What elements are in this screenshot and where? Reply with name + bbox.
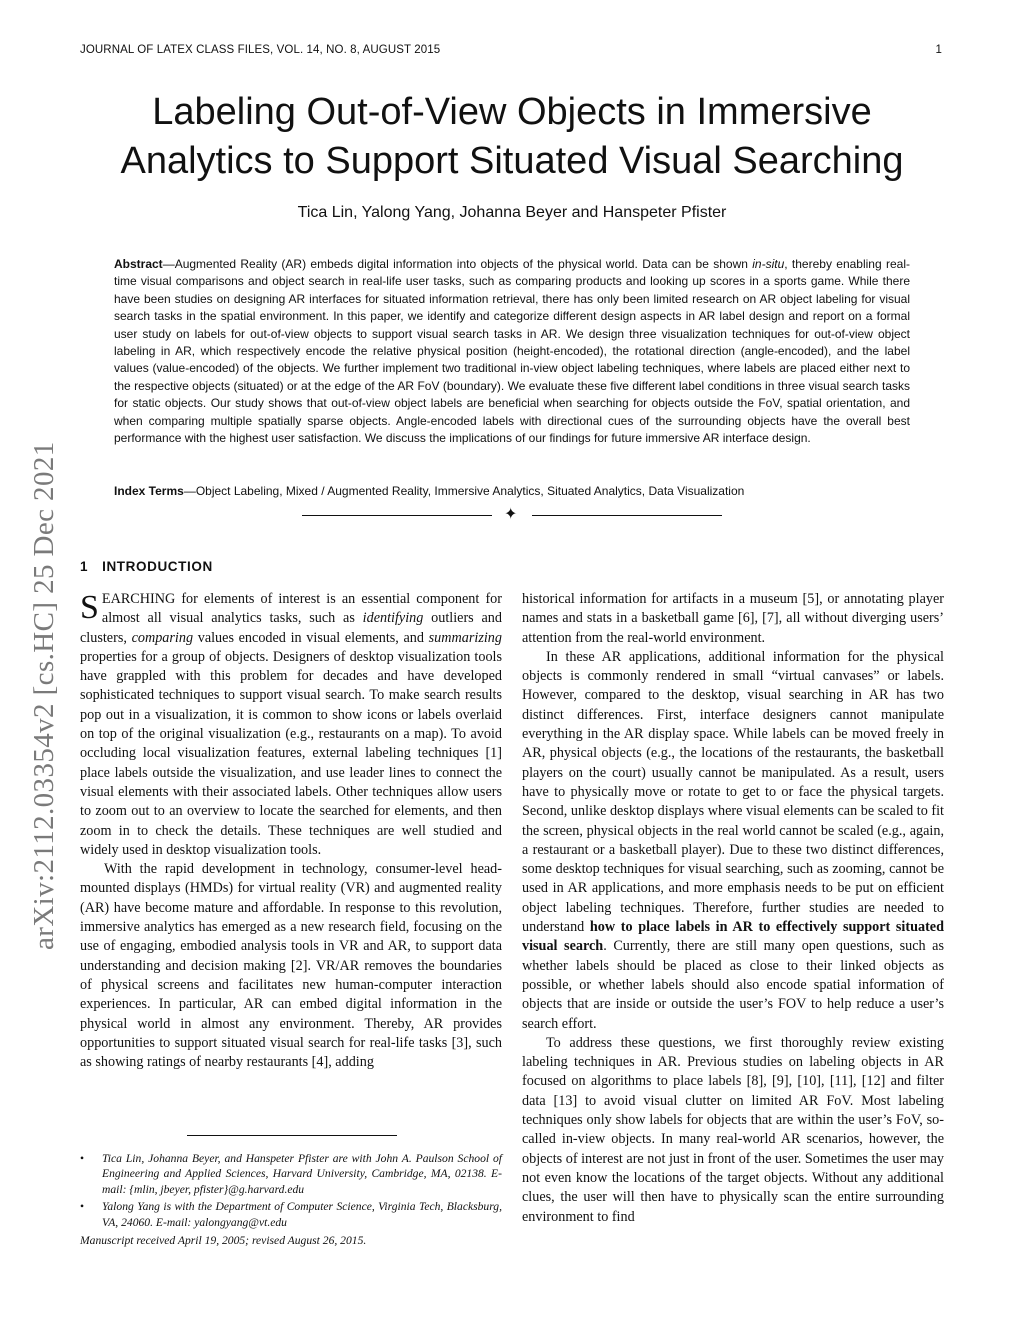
- title-line-2: Analytics to Support Situated Visual Searching: [120, 140, 904, 182]
- abstract-text-1: —Augmented Reality (AR) embeds digital information into objects of the physical world. Data can be shown: [162, 257, 753, 271]
- arxiv-stamp: arXiv:2112.03354v2 [cs.HC] 25 Dec 2021: [28, 441, 60, 950]
- intro-p1-text-d: properties for a group of objects. Designers of desktop visualization tools have grappled with this problem for decades and have developed sophisticated techniques to support visual search. To make search results pop out in a visualization, it is common to show icons or labels overlaid on top of the original visualization (e.g., restaurants on a map). To avoid occluding local visualization features, external labeling techniques [1] place labels outside the visualization, and use leader lines to connect the visual elements with their associated labels. Other techniques allow users to zoom out to an overview to locate the searched for elements, and then zoom in to check the details. These techniques are well studied and widely used in desktop visualization tools.: [80, 648, 502, 858]
- intro-p4-text-b: . Currently, there are still many open questions, such as whether labels should be placed as close to their linked objects as possible, or whether labels should also encode spatial information of objects that are inside or outside the user’s FOV to help reduce a user’s search effort.: [522, 938, 944, 1032]
- section-separator: [302, 506, 722, 526]
- footnote-text: Yalong Yang is with the Department of Computer Science, Virginia Tech, Blacksburg, VA, 24060. E-mail: yalongyang@vt.edu: [102, 1200, 502, 1229]
- intro-paragraph-4: [522, 648, 944, 1034]
- intro-paragraph-2: With the rapid development in technology, consumer-level head-mounted displays (HMDs) for virtual reality (VR) and augmented reality (AR) have become mature and affordable. In response to this revolution, immersive analytics has emerged as a new research field, focusing on the use of engaging, embodied analysis tools in VR and AR, to support data understanding and decision making [2]. VR/AR removes the boundaries of physical screens and facilitates new human-computer interaction experiences. In particular, AR can embed digital information in the physical world in almost any environment. Thereby, AR provides opportunities to support situated visual search for real-life tasks [3], such as showing ratings of nearby restaurants [4], adding: [80, 861, 502, 1071]
- intro-paragraph-1: [80, 590, 502, 860]
- author-list: Tica Lin, Yalong Yang, Johanna Beyer and Hanspeter Pfister: [297, 204, 727, 221]
- section-title: INTRODUCTION: [102, 559, 213, 574]
- index-terms: [114, 483, 910, 499]
- abstract: [114, 256, 910, 447]
- intro-p4-bold: how to place labels in AR to effectively support situated visual search: [522, 919, 944, 955]
- abstract-label: Abstract: [114, 257, 163, 271]
- abstract-text-2: , thereby enabling real-time visual comparisons and object search in real-life user tasks, such as comparing products and looking up scores in a sports game. While there have been studies on designing AR interfaces for situated information retrieval, there has only been limited research on AR object labeling for visual search tasks in the spatial environment. In this paper, we identify and categorize different design aspects in AR label design and report on a formal user study on labels for out-of-view objects to support visual search tasks in AR. We design three visualization techniques for out-of-view object labeling in AR, which respectively encode the relative physical position (height-encoded), the rotational direction (angle-encoded), and the label values (value-encoded) of the objects. We further implement two traditional in-view object labeling techniques, where labels are placed either next to the respective objects (situated) or at the edge of the AR FoV (boundary). We evaluate these five different label conditions in three visual search tasks for static objects. Our study shows that out-of-view object labels are beneficial when searching for objects outside the FoV, spatial orientation, and when comparing multiple spatially sparse objects. Angle-encoded labels with directional cues of the surrounding objects have the overall best performance with the highest user satisfaction. We discuss the implications of our findings for future immersive AR interface design.: [114, 257, 910, 446]
- intro-p1-text-a: for elements of interest is an essential component for almost all visual analytics tasks, such as: [101, 591, 502, 627]
- bullet-icon: •: [80, 1152, 85, 1165]
- page-number: 1: [935, 44, 942, 56]
- intro-paragraph-5: To address these questions, we first thoroughly review existing labeling techniques in AR. Previous studies on labeling objects in AR focused on algorithms to place labels [8], [9], [10], [11], [12] and filter data [13] to avoid visual clutter on limited AR FoV. Most labeling techniques only show labels for objects that are within the user’s FoV, so-called in-view objects. In many real-world AR scenarios, however, the objects of interest are not just in front of the user. Sometimes the user may not even know the locations of the target objects. Without any additional clues, the user will then have to physically scan the entire surrounding environment to find: [522, 1034, 944, 1225]
- index-terms-text: —Object Labeling, Mixed / Augmented Reality, Immersive Analytics, Situated Analytics, Data Visualization: [183, 484, 745, 498]
- title-line-1: Labeling Out-of-View Objects in Immersive: [152, 91, 872, 133]
- footnote-item: [80, 1199, 502, 1230]
- running-header: [80, 44, 944, 60]
- footnote-item: [80, 1151, 502, 1197]
- paper-title: [60, 88, 964, 186]
- separator-line-left: [302, 515, 492, 516]
- right-column: [522, 590, 944, 1227]
- drop-cap: S: [80, 589, 99, 626]
- intro-p1-emphasis-3: summarizing: [428, 629, 502, 646]
- bullet-icon: •: [80, 1200, 85, 1214]
- abstract-emphasis: in-situ: [752, 257, 785, 271]
- drop-cap-smallcaps: EARCHING: [101, 591, 176, 607]
- intro-paragraph-3: historical information for artifacts in a museum [5], or annotating player names and stats in a basketball game [6], [7], all without diverging users’ attention from the real-world environment.: [522, 591, 944, 646]
- separator-line-right: [532, 515, 722, 516]
- manuscript-note: Manuscript received April 19, 2005; revised August 26, 2015.: [80, 1234, 367, 1247]
- index-terms-label: Index Terms: [114, 484, 184, 498]
- intro-p1-text-b: outliers and clusters,: [80, 610, 502, 646]
- separator-star-icon: ✦: [504, 506, 518, 523]
- left-column: [80, 590, 502, 1072]
- section-number: 1: [80, 559, 89, 574]
- section-heading: [80, 559, 213, 574]
- affiliation-footnotes: [80, 1151, 502, 1232]
- journal-name: JOURNAL OF LATEX CLASS FILES, VOL. 14, NO. 8, AUGUST 2015: [80, 44, 441, 56]
- intro-p1-text-c: values encoded in visual elements, and: [193, 629, 429, 646]
- footnote-text: Tica Lin, Johanna Beyer, and Hanspeter Pfister are with John A. Paulson School of Engineering and Applied Sciences, Harvard University, Cambridge, MA, 02138. E-mail: {mlin, jbeyer, pfister}@g.harvard.edu: [102, 1152, 502, 1196]
- intro-p1-emphasis-1: identifying: [362, 610, 424, 627]
- intro-p4-text-a: In these AR applications, additional information for the physical objects is commonly rendered in small “virtual canvases” or labels. However, compared to the desktop, visual searching in AR has two distinct differences. First, interface designers cannot manipulate everything in the AR display space. While labels can be moved freely in AR, physical objects (e.g., the locations of the restaurants, the basketball players on the court) usually cannot be manipulated. As a result, users have to physically move or rotate to get to or face the physical targets. Second, unlike desktop displays where visual elements can be scaled to fit the screen, physical objects in the real world cannot be scaled (e.g., again, a restaurant or a basketball player). Due to these two distinct differences, some desktop techniques for visual searching, such as zooming, cannot be used in AR applications, and more emphasis needs to be put on efficient object labeling techniques. Therefore, further studies are needed to understand: [522, 648, 944, 936]
- intro-p1-emphasis-2: comparing: [131, 629, 194, 646]
- footnote-rule: [187, 1135, 397, 1136]
